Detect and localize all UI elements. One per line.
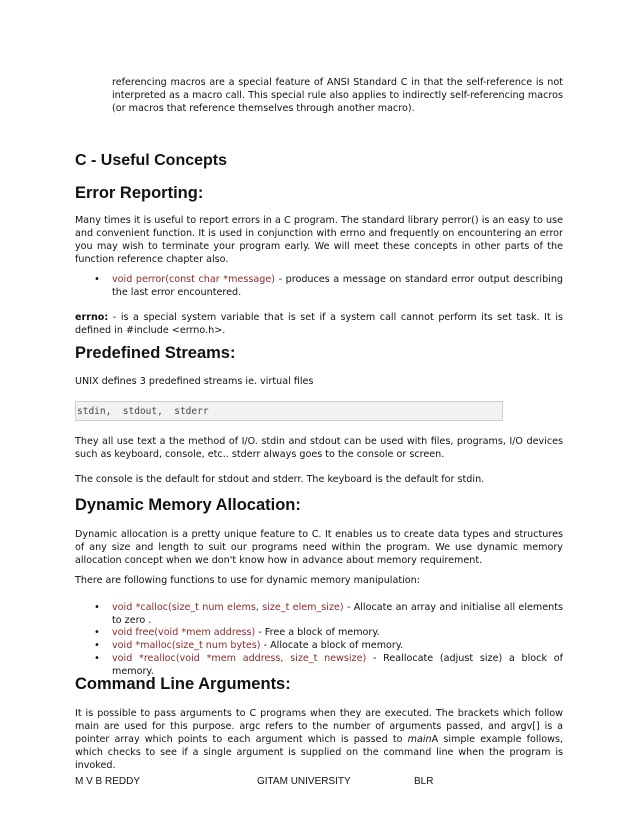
errno-text: - is a special system variable that is set if a system call cannot perform its set task. It is defined in #include <errno.h>. <box>75 312 563 336</box>
calloc-description: - Allocate an array and initialise all elements to zero . <box>112 602 563 626</box>
realloc-signature: void *realloc(void *mem address, size_t newsize) <box>112 653 367 664</box>
malloc-description: - Allocate a block of memory. <box>260 640 404 651</box>
errno-label: errno: <box>75 312 109 323</box>
dynamic-memory-paragraph-2: There are following functions to use for dynamic memory manipulation: <box>75 575 420 586</box>
streams-intro: UNIX defines 3 predefined streams ie. virtual files <box>75 376 314 387</box>
bullet-dot: • <box>94 602 100 613</box>
error-reporting-heading: Error Reporting: <box>75 184 204 202</box>
main-keyword: main <box>407 734 432 745</box>
streams-paragraph-1: They all use text a the method of I/O. stdin and stdout can be used with files, programs, I/O devices such as keyboard, console, etc.. stderr always goes to the console or screen. <box>75 436 563 460</box>
bullet-dot: • <box>94 627 100 638</box>
calloc-signature: void *calloc(size_t num elems, size_t elem_size) <box>112 602 344 613</box>
streams-paragraph-2: The console is the default for stdout and stderr. The keyboard is the default for stdin. <box>75 474 485 485</box>
predefined-streams-heading: Predefined Streams: <box>75 344 236 362</box>
command-line-paragraph <box>75 707 563 772</box>
bullet-dot: • <box>94 274 100 285</box>
free-bullet <box>112 626 563 639</box>
errno-paragraph <box>75 311 563 337</box>
footer-author: M V B REDDY <box>75 776 141 787</box>
command-line-heading: Command Line Arguments: <box>75 675 291 693</box>
free-description: - Free a block of memory. <box>255 627 380 638</box>
free-signature: void free(void *mem address) <box>112 627 256 638</box>
page-title: C - Useful Concepts <box>75 152 228 169</box>
streams-code-box: stdin, stdout, stderr <box>75 401 503 421</box>
intro-note: referencing macros are a special feature of ANSI Standard C in that the self-reference is not interpreted as a macro call. This special rule also applies to indirectly self-referencing macros (or macros that reference themselves through another macro). <box>112 77 563 114</box>
realloc-description: - Reallocate (adjust size) a block of memory. <box>112 653 563 677</box>
perror-signature: void perror(const char *message) <box>112 274 275 285</box>
calloc-bullet <box>112 601 563 627</box>
footer-campus: BLR <box>414 776 434 787</box>
perror-bullet <box>112 273 563 299</box>
command-line-text-b: A simple example follows, which checks to see if a single argument is supplied on the command line when the program is invoked. <box>75 734 564 771</box>
error-reporting-paragraph: Many times it is useful to report errors in a C program. The standard library perror() is an easy to use and convenient function. It is used in conjunction with errno and frequently on encountering an error you may wish to terminate your program early. We will meet these concepts in other parts of the function reference chapter also. <box>75 215 563 265</box>
perror-description: - produces a message on standard error output describing the last error encountered. <box>112 274 563 298</box>
footer-university: GITAM UNIVERSITY <box>257 776 351 787</box>
malloc-bullet <box>112 639 563 652</box>
bullet-dot: • <box>94 653 100 664</box>
dynamic-memory-heading: Dynamic Memory Allocation: <box>75 496 301 514</box>
command-line-text-a: It is possible to pass arguments to C programs when they are executed. The brackets which follow main are used for this purpose. argc refers to the number of arguments passed, and argv[] is a pointer array which points to each argument which is passed to <box>75 708 563 745</box>
malloc-signature: void *malloc(size_t num bytes) <box>112 640 261 651</box>
dynamic-memory-paragraph-1: Dynamic allocation is a pretty unique feature to C. It enables us to create data types and structures of any size and length to suit our programs need within the program. We use dynamic memory allocation concept when we don't know how in advance about memory requirement. <box>75 529 563 566</box>
bullet-dot: • <box>94 640 100 651</box>
